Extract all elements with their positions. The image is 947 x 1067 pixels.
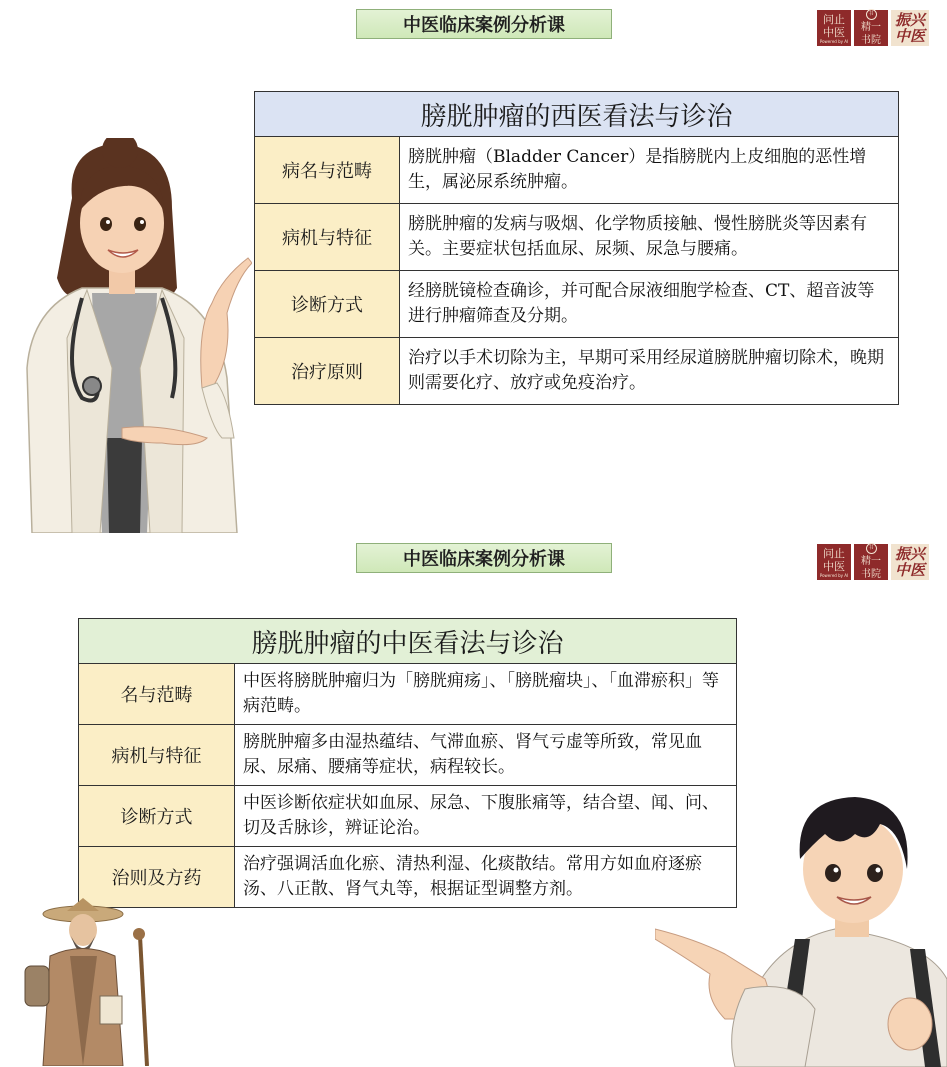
logo-text: 问止 <box>823 12 845 26</box>
seal-icon: 书 <box>866 543 877 554</box>
course-title-banner: 中医临床案例分析课 <box>356 9 612 39</box>
jingyi-academy-logo <box>854 10 888 46</box>
row-label: 名与范畴 <box>79 664 235 725</box>
revive-tcm-logo <box>891 10 929 46</box>
course-title-banner: 中医临床案例分析课 <box>356 543 612 573</box>
row-label: 病机与特征 <box>79 725 235 786</box>
female-doctor-illustration <box>12 138 252 533</box>
table-row <box>79 847 737 908</box>
logo-text: 书院 <box>861 35 881 46</box>
row-text: 治疗以手术切除为主，早期可采用经尿道膀胱肿瘤切除术，晚期则需要化疗、放疗或免疫治疗。 <box>400 338 899 405</box>
table-row <box>79 725 737 786</box>
wenzhi-logo <box>817 544 851 580</box>
row-text: 膀胱肿瘤的发病与吸烟、化学物质接触、慢性膀胱炎等因素有关。主要症状包括血尿、尿频、尿急与腰痛。 <box>400 204 899 271</box>
row-label: 治疗原则 <box>255 338 400 405</box>
row-label: 治则及方药 <box>79 847 235 908</box>
logo-text: 精一 <box>861 22 881 33</box>
logo-text: 振兴 <box>894 545 925 563</box>
logo-subtext: Powered by AI <box>819 572 849 578</box>
logo-group <box>817 10 929 46</box>
row-text: 膀胱肿瘤多由湿热蕴结、气滞血瘀、肾气亏虚等所致，常见血尿、尿痛、腰痛等症状，病程较长。 <box>235 725 737 786</box>
table-row <box>79 786 737 847</box>
table-row <box>79 664 737 725</box>
row-text: 经膀胱镜检查确诊，并可配合尿液细胞学检查、CT、超音波等进行肿瘤筛查及分期。 <box>400 271 899 338</box>
table-row <box>255 137 899 204</box>
row-label: 诊断方式 <box>79 786 235 847</box>
west-medicine-table <box>254 91 899 405</box>
west-medicine-panel <box>0 0 947 533</box>
logo-group <box>817 544 929 580</box>
jingyi-academy-logo <box>854 544 888 580</box>
row-text: 中医诊断依症状如血尿、尿急、下腹胀痛等，结合望、闻、问、切及舌脉诊，辨证论治。 <box>235 786 737 847</box>
row-text: 膀胱肿瘤（Bladder Cancer）是指膀胱内上皮细胞的恶性增生，属泌尿系统肿瘤。 <box>400 137 899 204</box>
revive-tcm-logo <box>891 544 929 580</box>
row-label: 病机与特征 <box>255 204 400 271</box>
logo-subtext: Powered by AI <box>819 38 849 44</box>
row-text: 中医将膀胱肿瘤归为「膀胱痈疡」、「膀胱瘤块」、「血滞瘀积」等病范畴。 <box>235 664 737 725</box>
table-title: 膀胱肿瘤的中医看法与诊治 <box>79 619 737 664</box>
wenzhi-logo <box>817 10 851 46</box>
logo-text: 精一 <box>861 556 881 567</box>
row-label: 病名与范畴 <box>255 137 400 204</box>
logo-text: 问止 <box>823 546 845 560</box>
logo-text: 振兴 <box>894 11 925 29</box>
table-row <box>255 204 899 271</box>
logo-text: 书院 <box>861 569 881 580</box>
ancient-physician-illustration <box>15 896 165 1066</box>
logo-text: 中医 <box>894 561 925 579</box>
seal-icon: 书 <box>866 9 877 20</box>
table-row <box>255 338 899 405</box>
tcm-panel <box>0 534 947 1067</box>
table-title: 膀胱肿瘤的西医看法与诊治 <box>255 92 899 137</box>
logo-text: 中医 <box>823 25 845 39</box>
logo-text: 中医 <box>894 27 925 45</box>
logo-text: 中医 <box>823 559 845 573</box>
table-row <box>255 271 899 338</box>
row-label: 诊断方式 <box>255 271 400 338</box>
young-man-pointing-illustration <box>655 789 947 1067</box>
row-text: 治疗强调活血化瘀、清热利湿、化痰散结。常用方如血府逐瘀汤、八正散、肾气丸等，根据证型调整方剂。 <box>235 847 737 908</box>
tcm-table <box>78 618 737 908</box>
